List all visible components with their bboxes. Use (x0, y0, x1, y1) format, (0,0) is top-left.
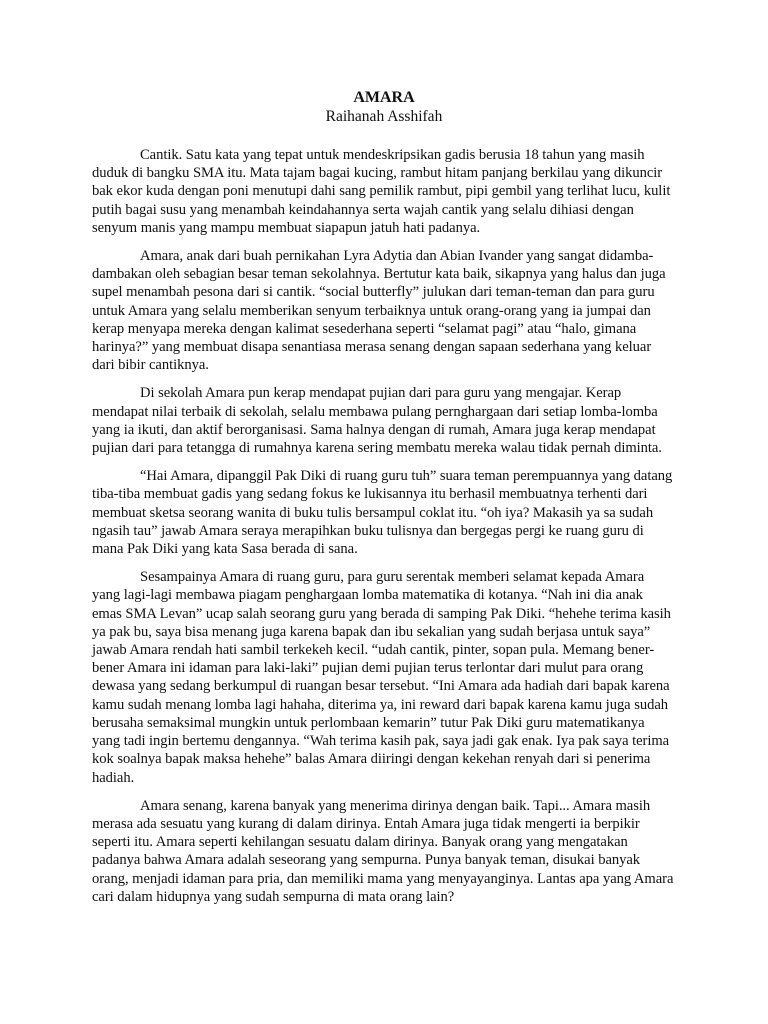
document-title: AMARA (353, 89, 415, 106)
paragraph: Amara, anak dari buah pernikahan Lyra Adytia dan Abian Ivander yang sangat didamba-dambakan oleh sebagian besar teman sekolahnya. Bertutur kata baik, sikapnya yang halus dan juga supel menambah pesona dari si cantik. “social butterfly” julukan dari teman-teman dan para guru untuk Amara yang selalu memberikan senyum terbaiknya untuk orang-orang yang ia jumpai dan kerap menyapa mereka dengan kalimat sesederhana seperti “selamat pagi” atau “halo, gimana harinya?” yang membuat disapa senantiasa merasa senang dengan sapaan sederhana yang keluar dari bibir cantiknya. (92, 248, 666, 374)
document-body (92, 146, 675, 916)
paragraph: “Hai Amara, dipanggil Pak Diki di ruang guru tuh” suara teman perempuannya yang datang tiba-tiba membuat gadis yang sedang fokus ke lukisannya itu berhasil membuatnya terhenti dari membuat sketsa seorang wanita di buku tulis bersampul coklat itu. “oh iya? Makasih ya sa sudah ngasih tau” jawab Amara seraya merapihkan buku tulisnya dan bergegas pergi ke ruang guru di mana Pak Diki yang kata Sasa berada di sana. (92, 468, 673, 558)
paragraph: Amara senang, karena banyak yang menerima dirinya dengan baik. Tapi... Amara masih merasa ada sesuatu yang kurang di dalam dirinya. Entah Amara juga tidak mengerti ia berpikir seperti itu. Amara seperti kehilangan sesuatu dalam dirinya. Banyak orang yang mengatakan padanya bahwa Amara adalah seseorang yang sempurna. Punya banyak teman, disukai banyak orang, menjadi idaman para pria, dan memiliki mama yang menyayanginya. Lantas apa yang Amara cari dalam hidupnya yang sudah sempurna di mata orang lain? (92, 797, 674, 905)
paragraph: Sesampainya Amara di ruang guru, para guru serentak memberi selamat kepada Amara yang lagi-lagi membawa piagam penghargaan lomba matematika di kotanya. “Nah ini dia anak emas SMA Levan” ucap salah seorang guru yang berada di samping Pak Diki. “hehehe terima kasih ya pak bu, saya bisa menang juga karena bapak dan ibu sekalian yang sudah berjasa untuk saya” jawab Amara rendah hati sambil terkekeh kecil. “udah cantik, pinter, sopan pula. Memang bener-bener Amara ini idaman para laki-laki” pujian demi pujian terus terlontar dari mulut para orang dewasa yang sedang berkumpul di ruangan besar tersebut. “Ini Amara ada hadiah dari bapak karena kamu sudah menang lomba lagi hahaha, diterima ya, ini reward dari bapak karena kamu juga sudah berusaha semaksimal mungkin untuk perlombaan kemarin” tutur Pak Diki guru matematikanya yang tadi ingin bertemu dengannya. “Wah terima kasih pak, saya jadi gak enak. Iya pak saya terima kok soalnya bapak maksa hehehe” balas Amara diiringi dengan kekehan renyah dari si penerima hadiah. (92, 569, 671, 786)
document-author: Raihanah Asshifah (325, 108, 443, 125)
paragraph: Cantik. Satu kata yang tepat untuk mendeskripsikan gadis berusia 18 tahun yang masih duduk di bangku SMA itu. Mata tajam bagai kucing, rambut hitam panjang berkilau yang dikuncir bak ekor kuda dengan poni menutupi dahi sang pemilik rambut, pipi gembil yang terlihat lucu, kulit putih bagai susu yang menambah keindahannya serta wajah cantik yang selalu dihiasi dengan senyum manis yang mampu membuat siapapun jatuh hati padanya. (92, 147, 671, 236)
paragraph: Di sekolah Amara pun kerap mendapat pujian dari para guru yang mengajar. Kerap mendapat nilai terbaik di sekolah, selalu membawa pulang pernghargaan dari setiap lomba-lomba yang ia ikuti, dan aktif berorganisasi. Sama halnya dengan di rumah, Amara juga kerap mendapat pujian dari para tetangga di rumahnya karena sering membatu mereka walau tidak pernah diminta. (92, 385, 662, 457)
